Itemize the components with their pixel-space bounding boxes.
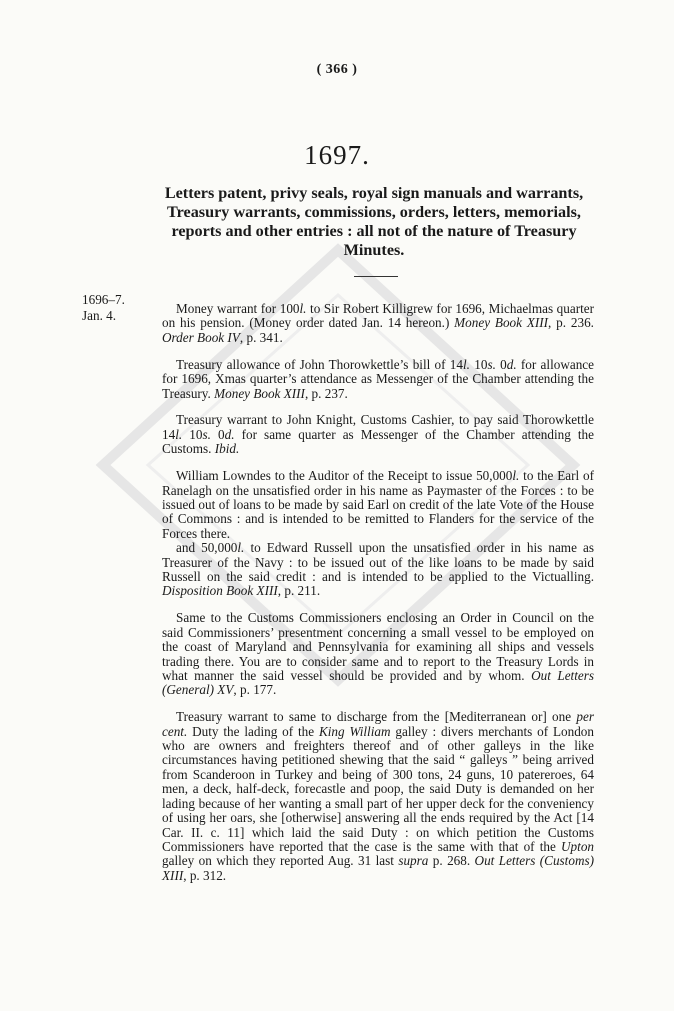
marginal-date — [82, 292, 152, 323]
entry-text: 10 — [182, 426, 203, 442]
entry-italic-text: d. — [224, 426, 235, 442]
entry-italic-text: Out Letters (Customs) XIII — [162, 853, 594, 883]
entry-text: galley on which they reported Aug. 31 last — [162, 853, 399, 869]
section-year: 1697. — [304, 140, 370, 170]
entry-text: , p. 211. — [277, 583, 321, 599]
entry-paragraph — [162, 302, 594, 345]
entry-text: Same to the Customs Commissioners enclosing an Order in Council on the said Commissioners’ presentment concerning a small vessel to be employed on the coast of Maryland and Pennsylvania for examining all ships and vessels trading there. You are to consider same and to report to the Treasury Lords in what manner the said vessel should be provided and by whom. — [162, 610, 594, 683]
divider-rule — [354, 276, 398, 277]
entry-text: and 50,000 — [176, 540, 238, 556]
entry-paragraph — [162, 710, 594, 883]
entry-italic-text: Upton — [561, 838, 594, 854]
entry-text: , p. 237. — [304, 385, 348, 401]
entry-text: 0 — [210, 426, 225, 442]
entry-italic-text: King William — [318, 723, 391, 739]
entry-italic-text: d. — [506, 356, 517, 372]
entry-text: , p. 312. — [183, 867, 227, 883]
entry-text: William Lowndes to the Auditor of the Receipt to issue 50,000 — [176, 468, 513, 484]
entry-italic-text: s. — [202, 426, 211, 442]
section-heading: Letters patent, privy seals, royal sign manuals and warrants, Treasury warrants, commissions, orders, letters, memorials, reports and other entries : all not of the nature of Treasury Minutes. — [164, 184, 584, 259]
entry-text: , p. 177. — [233, 682, 277, 698]
entry-text: Money warrant for 100 — [176, 301, 300, 316]
entry-italic-text: l. — [512, 468, 520, 484]
entry-italic-text: l. — [463, 356, 470, 372]
entry-text: galley : divers merchants of London who are owners and freighters thereof and of other galleys in the like circumstances having petitioned shewing that the said “ galleys ” being arrived from Scanderoon in Turkey and being of 300 tons, 24 guns, 10 patereroes, 64 men, a deck, half-deck, forecastle and poop, the said Duty is demanded on her lading because of her wanting a small part of her upper deck for the conveniency of using her oars, she [otherwise] answering all the ends required by the Act [14 Car. II. c. 11] which laid the said Duty : on which petition the Customs Commissioners have reported that the case is the same with that of the — [162, 723, 594, 854]
entry-text: Treasury warrant to same to discharge from the [Mediterranean or] one — [176, 709, 577, 725]
entry-italic-text: l. — [299, 301, 307, 316]
entry-text: 10 — [469, 356, 488, 372]
entry-italic-text: per cent. — [162, 709, 594, 739]
marginal-year: 1696–7. — [82, 292, 125, 307]
entry-text: to the Earl of Ranelagh on the unsatisfied order in his name as Paymaster of the Forces : to be issued out of loans to be made by said Earl on credit of the late Vote of the House of Commons : and is intended to be remitted to Flanders for the service of the Forces there. — [162, 468, 594, 541]
entry-italic-text: Order Book IV — [162, 329, 240, 345]
entry-italic-text: Ibid. — [214, 441, 240, 457]
entry-italic-text: l. — [175, 426, 183, 442]
entry-text: to Sir Robert Killigrew for 1696, Michaelmas quarter on his pension. (Money order dated Jan. 14 hereon.) — [162, 301, 594, 331]
entry-paragraph — [162, 541, 594, 599]
marginal-day: Jan. 4. — [82, 307, 117, 323]
entry-paragraph — [162, 358, 594, 401]
page-number: ( 366 ) — [316, 62, 358, 77]
entry-text: for allowance for 1696, Xmas quarter’s attendance as Messenger of the Chamber attending the Treasury. — [162, 356, 595, 401]
entry-italic-text: Disposition Book XIII — [162, 583, 278, 599]
entry-text: Treasury warrant to John Knight, Customs Cashier, to pay said Thorowkettle 14 — [162, 412, 594, 442]
entry-italic-text: l. — [237, 540, 245, 556]
entry-paragraph — [162, 469, 594, 541]
entry-italic-text: supra — [398, 853, 429, 869]
entry-italic-text: s. — [487, 356, 496, 372]
entry-italic-text: Money Book XIII — [214, 385, 305, 401]
entry-text: Duty the lading of the — [187, 723, 319, 739]
entry-text: for same quarter as Messenger of the Chamber attending the Customs. — [162, 426, 595, 457]
entries-list — [162, 302, 594, 896]
entry-text: , p. 236. — [548, 315, 594, 331]
entry-text: Treasury allowance of John Thorowkettle’s bill of 14 — [176, 356, 463, 372]
entry-text: p. 268. — [428, 853, 475, 869]
entry-text: , p. 341. — [239, 329, 283, 345]
entry-text: 0 — [495, 356, 507, 372]
entry-paragraph — [162, 611, 594, 697]
entry-italic-text: Out Letters (General) XV — [162, 667, 594, 698]
entry-text: to Edward Russell upon the unsatisfied order in his name as Treasurer of the Navy : to be issued out of the like loans to be made by said Russell on the said credit : and is intended to be applied to the Victualling. — [162, 540, 594, 584]
entry-italic-text: Money Book XIII — [454, 315, 549, 331]
entry-paragraph — [162, 413, 594, 456]
